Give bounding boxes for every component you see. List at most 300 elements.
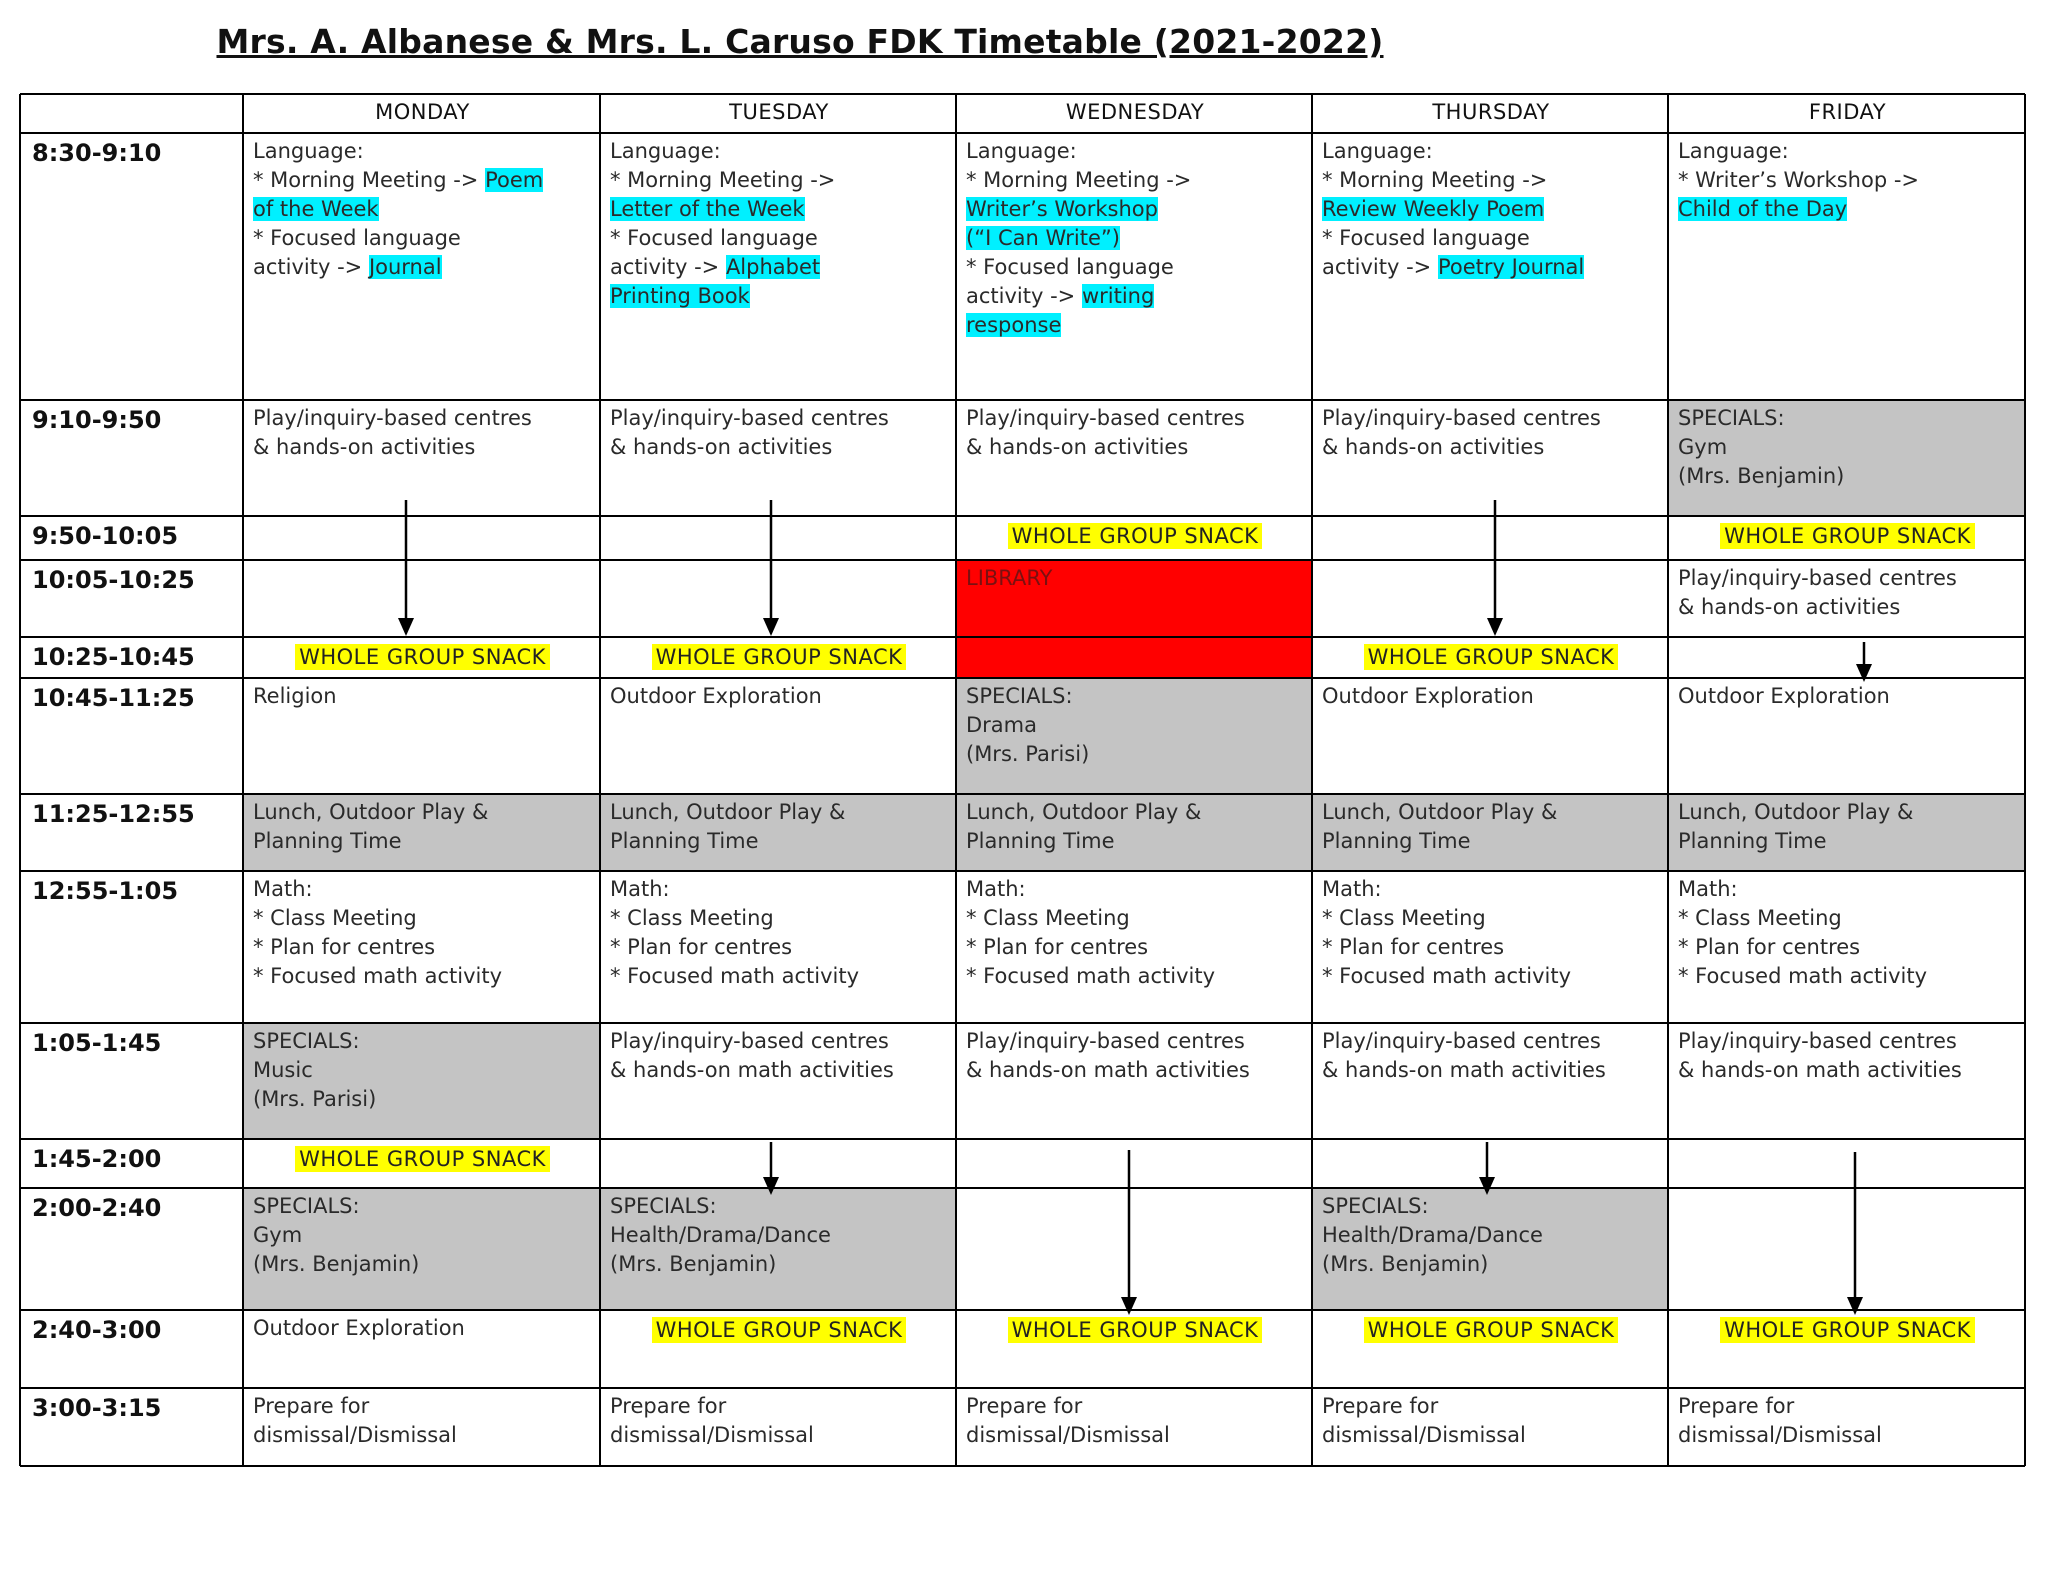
highlighted-activity: Writer’s Workshop xyxy=(966,197,1158,221)
activity-text: SPECIALS: xyxy=(966,684,1073,708)
activity-cell xyxy=(1312,1023,1668,1139)
activity-text: Math: xyxy=(610,877,670,901)
activity-line xyxy=(610,1056,948,1085)
snack-cell xyxy=(243,1139,600,1188)
activity-line xyxy=(610,798,948,827)
activity-cell xyxy=(956,794,1312,871)
empty-cell xyxy=(1668,637,2025,678)
activity-line xyxy=(253,962,592,991)
page-title: Mrs. A. Albanese & Mrs. L. Caruso FDK Timetable (2021-2022) xyxy=(216,22,1384,61)
activity-line xyxy=(966,682,1304,711)
activity-text: Play/inquiry-based centres xyxy=(610,406,889,430)
highlighted-activity: Poetry Journal xyxy=(1437,255,1585,279)
time-slot-label: 10:45-11:25 xyxy=(32,684,195,712)
down-arrow-icon xyxy=(759,1142,783,1195)
activity-text: Gym xyxy=(253,1223,303,1247)
activity-text: & hands-on math activities xyxy=(1322,1058,1606,1082)
activity-line xyxy=(1322,827,1660,856)
row-divider xyxy=(20,636,2025,638)
activity-text: activity -> xyxy=(1322,255,1438,279)
column-divider xyxy=(2024,94,2026,1466)
activity-line xyxy=(610,904,948,933)
highlighted-activity: Review Weekly Poem xyxy=(1322,197,1545,221)
activity-line xyxy=(610,933,948,962)
activity-line xyxy=(253,1314,592,1343)
activity-cell xyxy=(600,1023,956,1139)
activity-line xyxy=(253,253,592,282)
activity-line xyxy=(1678,682,2017,711)
activity-text: (Mrs. Benjamin) xyxy=(1678,464,1845,488)
activity-line xyxy=(966,253,1304,282)
activity-cell xyxy=(600,871,956,1023)
activity-line xyxy=(1322,1250,1660,1279)
activity-cell xyxy=(243,678,600,794)
activity-line xyxy=(1678,462,2017,491)
snack-label: WHOLE GROUP SNACK xyxy=(1008,523,1263,549)
down-arrow-icon xyxy=(1475,1142,1499,1195)
activity-line xyxy=(253,1192,592,1221)
activity-text: Language: xyxy=(966,139,1077,163)
snack-label: WHOLE GROUP SNACK xyxy=(1364,1317,1619,1343)
row-divider xyxy=(20,793,2025,795)
activity-line xyxy=(1322,433,1660,462)
activity-line xyxy=(1678,137,2017,166)
activity-text: * Focused language xyxy=(253,226,461,250)
activity-text: Lunch, Outdoor Play & xyxy=(1322,800,1558,824)
snack-label: WHOLE GROUP SNACK xyxy=(295,1146,550,1172)
snack-cell xyxy=(1312,1310,1668,1388)
snack-label: WHOLE GROUP SNACK xyxy=(652,1317,907,1343)
time-slot-label: 1:05-1:45 xyxy=(32,1029,162,1057)
activity-line xyxy=(1322,798,1660,827)
activity-line xyxy=(1678,904,2017,933)
highlighted-activity: response xyxy=(966,313,1062,337)
time-slot-label: 8:30-9:10 xyxy=(32,139,162,167)
row-divider xyxy=(20,132,2025,134)
activity-line xyxy=(966,166,1304,195)
activity-cell xyxy=(956,1388,1312,1466)
activity-text: activity -> xyxy=(253,255,369,279)
activity-text: Planning Time xyxy=(966,829,1115,853)
activity-line xyxy=(1678,798,2017,827)
activity-line xyxy=(966,1421,1304,1450)
activity-cell xyxy=(243,794,600,871)
activity-text: SPECIALS: xyxy=(1322,1194,1429,1218)
activity-cell xyxy=(1312,400,1668,516)
activity-text: Planning Time xyxy=(1322,829,1471,853)
activity-line xyxy=(253,875,592,904)
activity-line xyxy=(253,166,592,195)
activity-text: Play/inquiry-based centres xyxy=(253,406,532,430)
activity-line xyxy=(966,311,1304,340)
highlighted-activity: Journal xyxy=(368,255,442,279)
activity-text: Prepare for xyxy=(1322,1394,1439,1418)
activity-line xyxy=(610,433,948,462)
time-slot-label: 1:45-2:00 xyxy=(32,1145,162,1173)
snack-cell xyxy=(956,1310,1312,1388)
activity-line xyxy=(253,195,592,224)
snack-label: WHOLE GROUP SNACK xyxy=(1008,1317,1263,1343)
activity-line xyxy=(1678,827,2017,856)
activity-line xyxy=(1322,166,1660,195)
activity-text: Outdoor Exploration xyxy=(610,684,822,708)
activity-cell xyxy=(243,871,600,1023)
activity-cell xyxy=(600,794,956,871)
activity-cell xyxy=(243,1023,600,1139)
activity-line xyxy=(1678,1027,2017,1056)
activity-line xyxy=(966,564,1304,593)
activity-line xyxy=(253,1392,592,1421)
activity-text: * Focused math activity xyxy=(966,964,1216,988)
activity-line xyxy=(610,282,948,311)
activity-text: Lunch, Outdoor Play & xyxy=(966,800,1202,824)
activity-text: Outdoor Exploration xyxy=(1322,684,1534,708)
snack-cell xyxy=(600,1310,956,1388)
activity-line xyxy=(966,137,1304,166)
row-divider xyxy=(20,93,2025,95)
activity-cell xyxy=(600,400,956,516)
activity-line xyxy=(1322,1221,1660,1250)
activity-text: * Focused language xyxy=(610,226,818,250)
snack-label: WHOLE GROUP SNACK xyxy=(295,644,550,670)
highlighted-activity: Child of the Day xyxy=(1678,197,1848,221)
activity-text: * Plan for centres xyxy=(1678,935,1861,959)
activity-line xyxy=(1678,1421,2017,1450)
activity-text: * Plan for centres xyxy=(966,935,1149,959)
empty-cell xyxy=(243,516,600,560)
activity-cell xyxy=(1312,794,1668,871)
snack-cell xyxy=(956,516,1312,560)
activity-text: SPECIALS: xyxy=(1678,406,1785,430)
activity-text: * Morning Meeting -> xyxy=(1322,168,1548,192)
activity-text: Language: xyxy=(610,139,721,163)
activity-cell xyxy=(243,133,600,400)
activity-line xyxy=(610,875,948,904)
day-header: MONDAY xyxy=(375,100,470,124)
activity-text: Planning Time xyxy=(253,829,402,853)
row-divider xyxy=(20,1022,2025,1024)
activity-text: dismissal/Dismissal xyxy=(610,1423,814,1447)
activity-line xyxy=(1322,1027,1660,1056)
activity-line xyxy=(1322,224,1660,253)
activity-cell xyxy=(956,871,1312,1023)
activity-text: (Mrs. Benjamin) xyxy=(610,1252,777,1276)
activity-line xyxy=(610,224,948,253)
activity-text: Language: xyxy=(1678,139,1789,163)
column-divider xyxy=(242,94,244,1466)
activity-line xyxy=(253,904,592,933)
activity-line xyxy=(966,875,1304,904)
day-header: WEDNESDAY xyxy=(1065,100,1205,124)
activity-line xyxy=(966,404,1304,433)
row-divider xyxy=(20,870,2025,872)
activity-line xyxy=(966,224,1304,253)
activity-line xyxy=(253,1221,592,1250)
time-slot-label: 9:50-10:05 xyxy=(32,522,179,550)
activity-line xyxy=(253,1250,592,1279)
activity-cell xyxy=(1668,678,2025,794)
snack-cell xyxy=(600,637,956,678)
activity-text: & hands-on math activities xyxy=(1678,1058,1962,1082)
activity-text: dismissal/Dismissal xyxy=(966,1423,1170,1447)
activity-text: Drama xyxy=(966,713,1037,737)
activity-text: * Focused language xyxy=(1322,226,1530,250)
row-divider xyxy=(20,1465,2025,1467)
activity-text: Lunch, Outdoor Play & xyxy=(253,800,489,824)
activity-line xyxy=(253,682,592,711)
activity-text: Gym xyxy=(1678,435,1728,459)
snack-cell xyxy=(243,637,600,678)
activity-line xyxy=(610,404,948,433)
highlighted-activity: Poem xyxy=(485,168,544,192)
activity-text: * Plan for centres xyxy=(1322,935,1505,959)
row-divider xyxy=(20,559,2025,561)
time-slot-label: 9:10-9:50 xyxy=(32,406,162,434)
activity-text: activity -> xyxy=(610,255,726,279)
activity-line xyxy=(610,195,948,224)
activity-text: * Class Meeting xyxy=(253,906,417,930)
activity-line xyxy=(610,137,948,166)
activity-text: SPECIALS: xyxy=(610,1194,717,1218)
activity-text: Planning Time xyxy=(1678,829,1827,853)
activity-line xyxy=(610,1027,948,1056)
activity-text: Planning Time xyxy=(610,829,759,853)
activity-text: Lunch, Outdoor Play & xyxy=(610,800,846,824)
activity-line xyxy=(966,740,1304,769)
activity-line xyxy=(966,433,1304,462)
activity-line xyxy=(1678,564,2017,593)
day-header: THURSDAY xyxy=(1432,100,1550,124)
snack-cell xyxy=(1668,1310,2025,1388)
activity-text: * Morning Meeting -> xyxy=(610,168,836,192)
activity-cell xyxy=(1312,133,1668,400)
activity-line xyxy=(966,798,1304,827)
activity-text: * Focused math activity xyxy=(253,964,503,988)
activity-line xyxy=(1678,433,2017,462)
activity-line xyxy=(610,1192,948,1221)
empty-cell xyxy=(243,560,600,637)
activity-text: & hands-on activities xyxy=(1322,435,1545,459)
activity-text: Language: xyxy=(253,139,364,163)
activity-line xyxy=(253,1056,592,1085)
column-divider xyxy=(1311,94,1313,1466)
activity-line xyxy=(1322,404,1660,433)
time-slot-label: 10:25-10:45 xyxy=(32,643,195,671)
time-slot-label: 2:00-2:40 xyxy=(32,1194,162,1222)
activity-line xyxy=(966,195,1304,224)
activity-text: LIBRARY xyxy=(966,566,1053,590)
row-divider xyxy=(20,515,2025,517)
activity-line xyxy=(1322,1421,1660,1450)
activity-line xyxy=(610,253,948,282)
activity-cell xyxy=(243,1188,600,1310)
activity-text: Math: xyxy=(1322,877,1382,901)
activity-line xyxy=(253,1421,592,1450)
highlighted-activity: writing xyxy=(1081,284,1155,308)
activity-text: Religion xyxy=(253,684,337,708)
activity-text: Play/inquiry-based centres xyxy=(1678,1029,1957,1053)
column-divider xyxy=(955,94,957,1466)
snack-label: WHOLE GROUP SNACK xyxy=(652,644,907,670)
activity-text: Outdoor Exploration xyxy=(253,1316,465,1340)
activity-line xyxy=(253,827,592,856)
activity-line xyxy=(1322,1056,1660,1085)
activity-text: * Plan for centres xyxy=(253,935,436,959)
activity-text: Math: xyxy=(966,877,1026,901)
highlighted-activity: Letter of the Week xyxy=(610,197,805,221)
activity-text: * Plan for centres xyxy=(610,935,793,959)
activity-line xyxy=(610,166,948,195)
activity-line xyxy=(966,827,1304,856)
activity-text: (Mrs. Benjamin) xyxy=(253,1252,420,1276)
activity-line xyxy=(253,224,592,253)
snack-label: WHOLE GROUP SNACK xyxy=(1720,523,1975,549)
activity-line xyxy=(1322,875,1660,904)
activity-line xyxy=(610,962,948,991)
activity-line xyxy=(966,1027,1304,1056)
activity-line xyxy=(966,962,1304,991)
activity-text: (Mrs. Parisi) xyxy=(253,1087,377,1111)
activity-line xyxy=(966,711,1304,740)
activity-cell xyxy=(600,133,956,400)
activity-text: Outdoor Exploration xyxy=(1678,684,1890,708)
down-arrow-icon xyxy=(394,500,418,636)
activity-line xyxy=(1322,962,1660,991)
activity-text: Play/inquiry-based centres xyxy=(610,1029,889,1053)
highlighted-activity: Alphabet xyxy=(725,255,821,279)
day-header: FRIDAY xyxy=(1808,100,1887,124)
activity-line xyxy=(253,433,592,462)
activity-cell xyxy=(243,1310,600,1388)
down-arrow-icon xyxy=(759,500,783,636)
activity-line xyxy=(1678,933,2017,962)
activity-text: (Mrs. Benjamin) xyxy=(1322,1252,1489,1276)
row-divider xyxy=(20,399,2025,401)
activity-cell xyxy=(956,678,1312,794)
activity-cell xyxy=(1668,400,2025,516)
activity-cell xyxy=(1312,871,1668,1023)
activity-text: dismissal/Dismissal xyxy=(253,1423,457,1447)
activity-line xyxy=(253,933,592,962)
activity-line xyxy=(1678,1056,2017,1085)
activity-text: * Class Meeting xyxy=(966,906,1130,930)
activity-text: Health/Drama/Dance xyxy=(610,1223,831,1247)
activity-line xyxy=(610,827,948,856)
activity-line xyxy=(1322,253,1660,282)
activity-text: (Mrs. Parisi) xyxy=(966,742,1090,766)
activity-cell xyxy=(600,1388,956,1466)
activity-cell xyxy=(956,560,1312,678)
row-divider xyxy=(20,1309,2025,1311)
down-arrow-icon xyxy=(1843,1152,1867,1315)
activity-text: Math: xyxy=(253,877,313,901)
time-slot-label: 10:05-10:25 xyxy=(32,566,195,594)
activity-line xyxy=(1322,904,1660,933)
activity-text: * Focused language xyxy=(966,255,1174,279)
activity-text: SPECIALS: xyxy=(253,1029,360,1053)
activity-line xyxy=(1678,404,2017,433)
activity-line xyxy=(966,1392,1304,1421)
activity-line xyxy=(1322,1392,1660,1421)
activity-text: Math: xyxy=(1678,877,1738,901)
activity-cell xyxy=(1312,1388,1668,1466)
activity-line xyxy=(1322,682,1660,711)
activity-line xyxy=(1678,195,2017,224)
activity-cell xyxy=(956,400,1312,516)
activity-text: Prepare for xyxy=(253,1394,370,1418)
activity-text: Prepare for xyxy=(966,1394,1083,1418)
activity-line xyxy=(610,1421,948,1450)
day-header: TUESDAY xyxy=(729,100,829,124)
activity-text: Prepare for xyxy=(610,1394,727,1418)
time-slot-label: 11:25-12:55 xyxy=(32,800,195,828)
activity-line xyxy=(1678,875,2017,904)
activity-cell xyxy=(956,1023,1312,1139)
activity-line xyxy=(253,798,592,827)
activity-line xyxy=(253,1027,592,1056)
time-slot-label: 3:00-3:15 xyxy=(32,1394,162,1422)
activity-line xyxy=(1322,137,1660,166)
activity-text: * Writer’s Workshop -> xyxy=(1678,168,1919,192)
activity-text: * Focused math activity xyxy=(1322,964,1572,988)
activity-cell xyxy=(1668,1023,2025,1139)
activity-text: * Class Meeting xyxy=(1322,906,1486,930)
activity-text: Play/inquiry-based centres xyxy=(966,406,1245,430)
activity-text: Lunch, Outdoor Play & xyxy=(1678,800,1914,824)
activity-line xyxy=(610,1221,948,1250)
activity-cell xyxy=(956,133,1312,400)
activity-text: Language: xyxy=(1322,139,1433,163)
snack-cell xyxy=(1668,516,2025,560)
activity-line xyxy=(966,933,1304,962)
activity-text: * Morning Meeting -> xyxy=(966,168,1192,192)
activity-line xyxy=(1678,166,2017,195)
activity-cell xyxy=(600,678,956,794)
activity-text: & hands-on activities xyxy=(1678,595,1901,619)
activity-cell xyxy=(1668,871,2025,1023)
activity-text: * Morning Meeting -> xyxy=(253,168,486,192)
activity-cell xyxy=(1668,560,2025,637)
activity-text: Play/inquiry-based centres xyxy=(966,1029,1245,1053)
activity-line xyxy=(1322,1192,1660,1221)
activity-text: * Class Meeting xyxy=(610,906,774,930)
activity-line xyxy=(610,1392,948,1421)
activity-text: & hands-on activities xyxy=(610,435,833,459)
activity-text: & hands-on activities xyxy=(253,435,476,459)
down-arrow-icon xyxy=(1852,642,1876,682)
down-arrow-icon xyxy=(1117,1150,1141,1315)
activity-line xyxy=(610,682,948,711)
activity-text: & hands-on math activities xyxy=(610,1058,894,1082)
activity-line xyxy=(1678,962,2017,991)
activity-line xyxy=(966,1056,1304,1085)
activity-cell xyxy=(243,1388,600,1466)
snack-cell xyxy=(1312,637,1668,678)
activity-text: Play/inquiry-based centres xyxy=(1322,1029,1601,1053)
snack-label: WHOLE GROUP SNACK xyxy=(1364,644,1619,670)
activity-cell xyxy=(243,400,600,516)
activity-text: & hands-on activities xyxy=(966,435,1189,459)
activity-line xyxy=(1322,195,1660,224)
row-divider xyxy=(20,1138,2025,1140)
activity-cell xyxy=(600,1188,956,1310)
activity-text: * Focused math activity xyxy=(610,964,860,988)
activity-text: activity -> xyxy=(966,284,1082,308)
row-divider xyxy=(20,1387,2025,1389)
activity-cell xyxy=(1668,133,2025,400)
activity-text: Music xyxy=(253,1058,313,1082)
highlighted-activity: of the Week xyxy=(253,197,379,221)
